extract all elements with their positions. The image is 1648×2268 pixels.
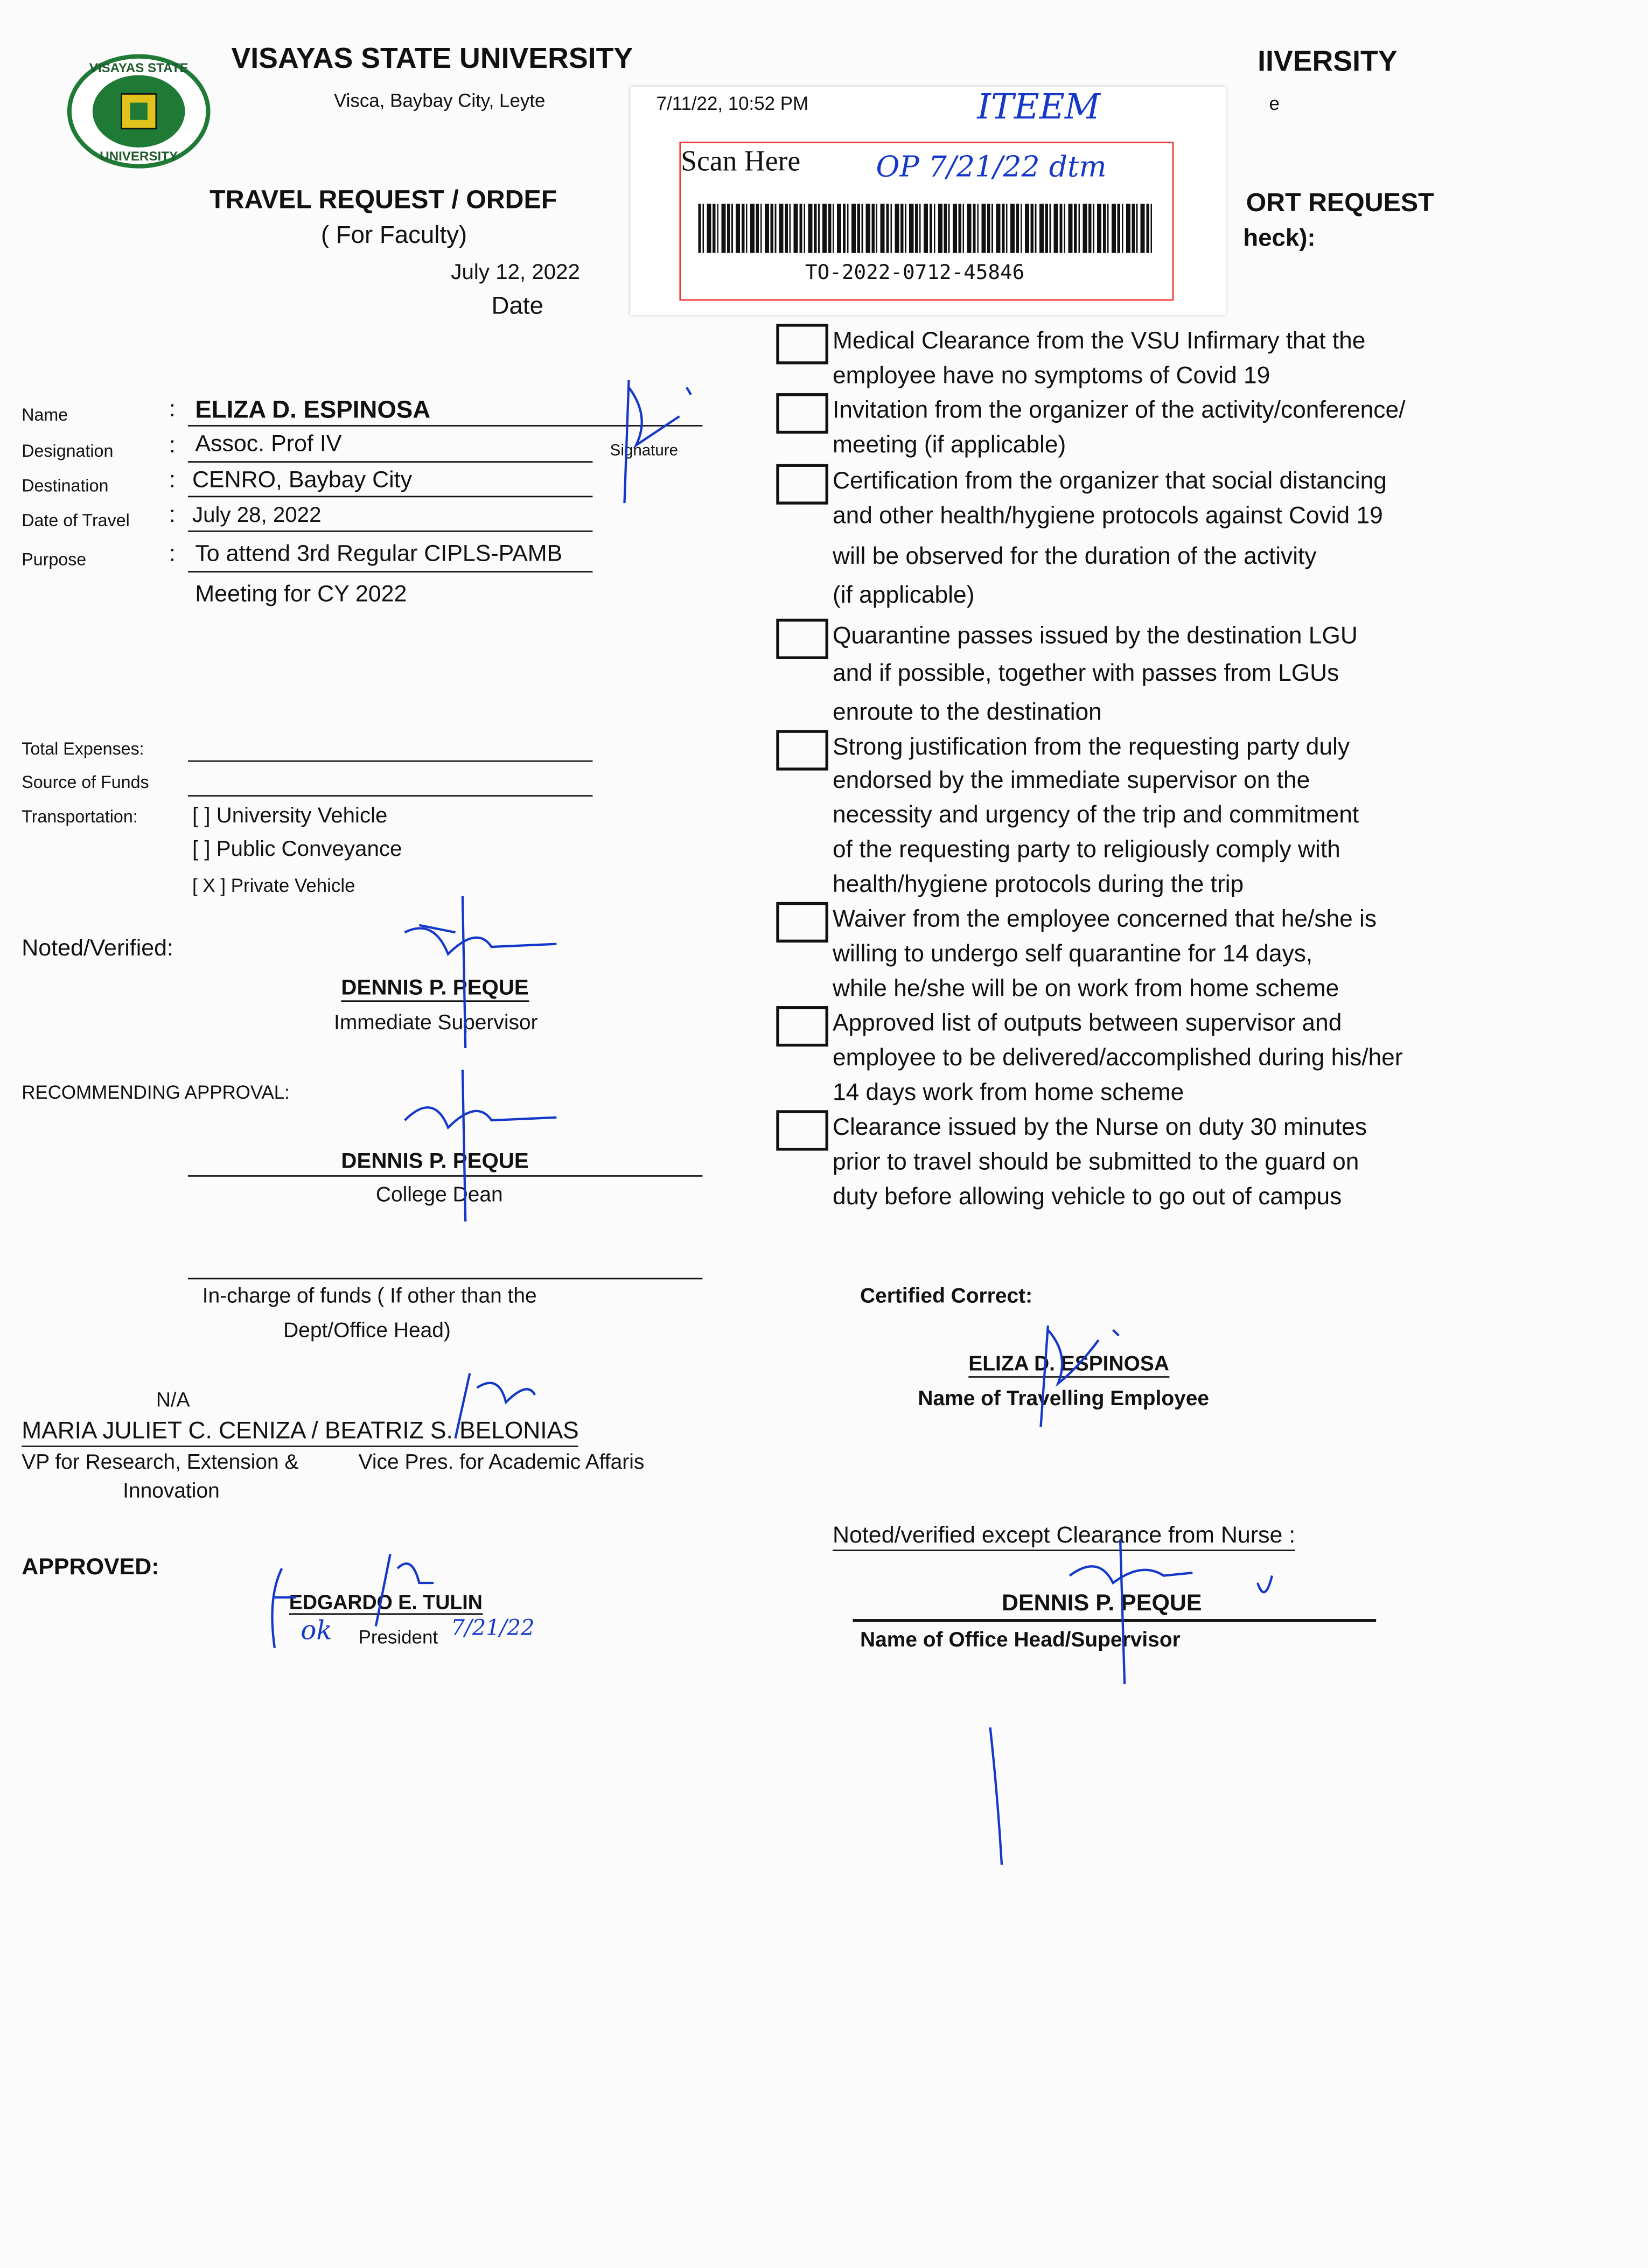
source-of-funds-label: Source of Funds (22, 772, 149, 792)
vp-names: MARIA JULIET C. CENIZA / BEATRIZ S. BELONIAS (22, 1418, 578, 1447)
right-title-fragment: ORT REQUEST (1246, 187, 1434, 217)
checklist-checkbox[interactable] (776, 1110, 828, 1150)
designation-label: Designation (22, 441, 114, 462)
vp-academic-title: Vice Pres. for Academic Affaris (358, 1451, 645, 1475)
vp-research-title-2: Innovation (123, 1480, 220, 1504)
colon: : (169, 434, 176, 458)
checklist-item-text: Certification from the organizer that social distancing (832, 468, 1387, 494)
checklist-item-text: employee to be delivered/accomplished during his/her (832, 1045, 1403, 1071)
request-date: July 12, 2022 (451, 260, 580, 285)
right-subtitle-fragment: heck): (1243, 224, 1316, 252)
employee-signature (607, 373, 708, 510)
stray-pen-mark (976, 1720, 1019, 1879)
form-title: TRAVEL REQUEST / ORDEF (210, 185, 557, 214)
purpose-label: Purpose (22, 549, 87, 570)
noted-verified-label: Noted/Verified: (22, 937, 173, 961)
president-title: President (358, 1626, 438, 1648)
signature-label: Signature (610, 442, 679, 460)
transport-university-vehicle: [ ] University Vehicle (192, 804, 388, 828)
barcode-sticker (630, 87, 1226, 315)
date-of-travel-value: July 28, 2022 (192, 503, 322, 528)
checklist-checkbox[interactable] (776, 902, 828, 943)
purpose-continued: Meeting for CY 2022 (195, 582, 407, 608)
sticker-timestamp: 7/11/22, 10:52 PM (656, 92, 809, 115)
checklist-item-text: necessity and urgency of the trip and commitment (832, 802, 1359, 828)
total-expenses-label: Total Expenses: (22, 738, 144, 759)
office-head-name: DENNIS P. PEQUE (1002, 1592, 1202, 1616)
barcode (698, 204, 1152, 253)
checklist-item-text: Medical Clearance from the VSU Infirmary that the (832, 328, 1366, 354)
colon: : (169, 397, 176, 422)
checklist-item-text: 14 days work from home scheme (832, 1079, 1184, 1106)
office-head-signature (1055, 1532, 1301, 1691)
supervisor-signature (390, 889, 578, 1056)
university-name: VISAYAS STATE UNIVERSITY (231, 43, 633, 75)
address-fragment: e (1269, 92, 1280, 115)
funds-incharge-label: In-charge of funds ( If other than the (202, 1285, 537, 1309)
name-label: Name (22, 404, 68, 425)
date-of-travel-label: Date of Travel (22, 510, 130, 531)
supervisor-name: DENNIS P. PEQUE (341, 976, 528, 1002)
employee-name: ELIZA D. ESPINOSA (968, 1353, 1169, 1378)
certified-signature (1012, 1318, 1128, 1434)
colon: : (169, 468, 176, 493)
field-underline (188, 1252, 703, 1279)
vp-research-title: VP for Research, Extension & (22, 1451, 299, 1475)
total-expenses-field[interactable] (188, 736, 593, 762)
checklist-checkbox[interactable] (776, 464, 828, 505)
checklist-item-text: and if possible, together with passes from LGUs (832, 660, 1339, 687)
scan-here-box (679, 142, 1174, 301)
checklist-item-text: Invitation from the organizer of the activity/conference/ (832, 397, 1406, 424)
colon: : (169, 503, 176, 528)
checklist-item-text: Clearance issued by the Nurse on duty 30 minutes (832, 1114, 1367, 1141)
transportation-label: Transportation: (22, 806, 138, 827)
destination-label: Destination (22, 476, 109, 496)
source-of-funds-field[interactable] (188, 771, 593, 797)
checklist-item-text: endorsed by the immediate supervisor on the (832, 767, 1310, 794)
approved-label: APPROVED: (22, 1555, 159, 1580)
checklist-checkbox[interactable] (776, 1006, 828, 1046)
checklist-item-text: will be observed for the duration of the activity (832, 543, 1317, 570)
checklist-checkbox[interactable] (776, 619, 828, 659)
funds-incharge-label-2: Dept/Office Head) (283, 1320, 451, 1343)
checklist-item-text: Approved list of outputs between supervisor and (832, 1010, 1342, 1037)
checklist-item-text: of the requesting party to religiously comply with (832, 837, 1340, 863)
checklist-checkbox[interactable] (776, 393, 828, 434)
checklist-checkbox[interactable] (776, 730, 828, 770)
checklist-item-text: while he/she will be on work from home scheme (832, 975, 1339, 1002)
president-name: EDGARDO E. TULIN (289, 1590, 483, 1615)
checklist-item-text: prior to travel should be submitted to the guard on (832, 1149, 1359, 1176)
checklist-item-text: employee have no symptoms of Covid 19 (832, 362, 1270, 389)
checklist-item-text: and other health/hygiene protocols against Covid 19 (832, 503, 1383, 529)
checklist-item-text: health/hygiene protocols during the trip (832, 871, 1244, 898)
destination-value: CENRO, Baybay City (192, 468, 413, 493)
checklist-item-text: meeting (if applicable) (832, 432, 1066, 458)
vp-signature (448, 1366, 549, 1446)
colon: : (169, 542, 176, 567)
checklist-item-text: enroute to the destination (832, 700, 1102, 726)
university-address: Visca, Baybay City, Leyte (334, 89, 546, 111)
handwritten-ok: ok (301, 1616, 332, 1647)
checklist-item-text: Quarantine passes issued by the destination LGU (832, 623, 1358, 650)
president-signature (260, 1539, 520, 1655)
transport-public-conveyance: [ ] Public Conveyance (192, 837, 402, 862)
university-name-right: IIVERSITY (1258, 46, 1398, 78)
svg-text:UNIVERSITY: UNIVERSITY (100, 149, 178, 164)
checklist-item-text: Strong justification from the requesting party duly (832, 734, 1350, 760)
funds-na: N/A (156, 1387, 190, 1411)
university-seal-logo (66, 53, 211, 169)
barcode-number: TO-2022-0712-45846 (805, 261, 1025, 285)
dean-title: College Dean (375, 1184, 503, 1208)
dean-signature (390, 1063, 578, 1229)
name-value: ELIZA D. ESPINOSA (195, 396, 431, 424)
checklist-item-text: (if applicable) (832, 582, 975, 609)
svg-text:VISAYAS STATE: VISAYAS STATE (89, 61, 188, 76)
employee-title: Name of Travelling Employee (918, 1387, 1210, 1411)
purpose-value: To attend 3rd Regular CIPLS-PAMB (195, 542, 563, 567)
checklist-checkbox[interactable] (776, 324, 828, 364)
supervisor-title: Immediate Supervisor (334, 1011, 538, 1035)
scan-label: Scan Here (681, 146, 801, 178)
checklist-item-text: willing to undergo self quarantine for 14 days, (832, 941, 1313, 967)
checklist-item-text: Waiver from the employee concerned that he/she is (832, 906, 1377, 933)
certified-correct-label: Certified Correct: (860, 1285, 1033, 1309)
office-head-title: Name of Office Head/Supervisor (860, 1629, 1181, 1652)
date-label: Date (491, 292, 543, 320)
form-subtitle: ( For Faculty) (320, 221, 467, 249)
handwritten-note: OP 7/21/22 dtm (876, 149, 1107, 184)
handwritten-mark: ITEEM (977, 87, 1100, 128)
dean-name: DENNIS P. PEQUE (341, 1149, 529, 1174)
designation-value: Assoc. Prof IV (195, 432, 342, 457)
recommending-approval-label: RECOMMENDING APPROVAL: (22, 1081, 290, 1103)
transport-private-vehicle: [ X ] Private Vehicle (192, 874, 355, 897)
handwritten-approval-date: 7/21/22 (451, 1615, 535, 1641)
checklist-item-text: duty before allowing vehicle to go out of campus (832, 1184, 1342, 1210)
noted-except-label: Noted/verified except Clearance from Nurse : (833, 1524, 1295, 1551)
